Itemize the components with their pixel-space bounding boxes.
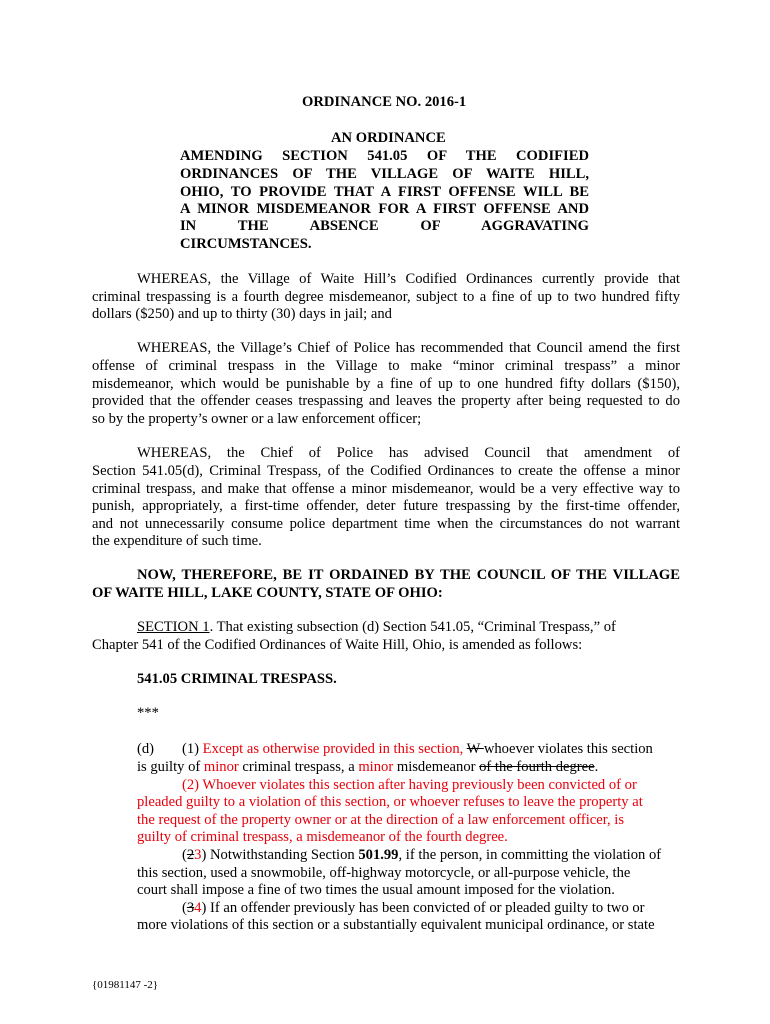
ordinance-title: ORDINANCE NO. 2016-1 bbox=[302, 94, 467, 110]
deleted-text: 2 bbox=[186, 847, 195, 863]
subtitle-line-7: CIRCUMSTANCES. bbox=[180, 236, 312, 252]
inserted-text: Except as otherwise provided in this section, bbox=[199, 741, 467, 757]
section-541-heading: 541.05 CRIMINAL TRESPASS. bbox=[137, 671, 337, 687]
section-1-line-2: Chapter 541 of the Codified Ordinances of Waite Hill, Ohio, is amended as follows: bbox=[92, 637, 583, 653]
ordain-line-2: OF WAITE HILL, LAKE COUNTY, STATE OF OHIO: bbox=[92, 585, 443, 601]
ordain-line-1: NOW, THEREFORE, BE IT ORDAINED BY THE COUNCIL OF THE VILLAGE bbox=[137, 567, 680, 583]
d-4-line-2: more violations of this section or a substantially equivalent municipal ordinance, or state bbox=[137, 917, 655, 933]
whereas-1-line-1: WHEREAS, the Village of Waite Hill’s Codified Ordinances currently provide that bbox=[137, 271, 680, 287]
inserted-text: 3 bbox=[194, 847, 202, 863]
whereas-1-line-3: dollars ($250) and up to thirty (30) days in jail; and bbox=[92, 306, 392, 322]
d-3-line-3: court shall impose a fine of two times the usual amount imposed for the violation. bbox=[137, 882, 615, 898]
d-2-line-4: guilty of criminal trespass, a misdemeanor of the fourth degree. bbox=[137, 829, 508, 845]
section-1-line-1: SECTION 1. That existing subsection (d) Section 541.05, “Criminal Trespass,” of bbox=[137, 619, 616, 635]
d-4-line-1: (34) If an offender previously has been convicted of or pleaded guilty to two or bbox=[182, 900, 645, 916]
inserted-text: minor bbox=[358, 759, 394, 775]
d-3-line-2: this section, used a snowmobile, off-highway motorcycle, or all-purpose vehicle, the bbox=[137, 865, 631, 881]
whereas-3-line-3: criminal trespass, and make that offense a minor misdemeanor, would be a very effective way to bbox=[92, 481, 680, 497]
d-2-line-1: (2) Whoever violates this section after having previously been convicted of or bbox=[182, 777, 637, 793]
deleted-text: of the fourth degree bbox=[479, 759, 595, 775]
whereas-2-line-2: offense of criminal trespass in the Village to make “minor criminal trespass” a minor bbox=[92, 358, 680, 374]
subtitle-line-1: AN ORDINANCE bbox=[331, 130, 446, 146]
whereas-3-line-6: the expenditure of such time. bbox=[92, 533, 262, 549]
subtitle-line-2: AMENDING SECTION 541.05 OF THE CODIFIED bbox=[180, 148, 589, 164]
subtitle-line-4: OHIO, TO PROVIDE THAT A FIRST OFFENSE WILL BE bbox=[180, 184, 589, 200]
deleted-text: W bbox=[466, 741, 484, 757]
whereas-2-line-1: WHEREAS, the Village’s Chief of Police has recommended that Council amend the first bbox=[137, 340, 680, 356]
whereas-3-line-1: WHEREAS, the Chief of Police has advised Council that amendment of bbox=[137, 445, 680, 461]
whereas-2-line-4: provided that the offender ceases trespassing and leaves the property after being requested to do bbox=[92, 393, 680, 409]
d-1-line-1: (1) Except as otherwise provided in this section, W whoever violates this section bbox=[182, 741, 653, 757]
whereas-2-line-5: so by the property’s owner or a law enforcement officer; bbox=[92, 411, 422, 427]
d-3-line-1: (23) Notwithstanding Section 501.99, if the person, in committing the violation of bbox=[182, 847, 662, 863]
subtitle-line-3: ORDINANCES OF THE VILLAGE OF WAITE HILL, bbox=[180, 166, 589, 182]
whereas-3-line-2: Section 541.05(d), Criminal Trespass, of the Codified Ordinances to create the offense a minor bbox=[92, 463, 680, 479]
subtitle-line-6: IN THE ABSENCE OF AGGRAVATING bbox=[180, 218, 589, 234]
whereas-2-line-3: misdemeanor, which would be punishable by a fine of up to one hundred fifty dollars ($150), bbox=[92, 376, 680, 392]
section-1-label: SECTION 1 bbox=[137, 619, 210, 635]
d-2-line-2: pleaded guilty to a violation of this section, or whoever refuses to leave the property at bbox=[137, 794, 643, 810]
whereas-3-line-4: punish, appropriately, a first-time offender, deter future trespassing by the first-time offender, bbox=[92, 498, 680, 514]
subtitle-line-5: A MINOR MISDEMEANOR FOR A FIRST OFFENSE AND bbox=[180, 201, 589, 217]
inserted-text: 4 bbox=[194, 900, 202, 916]
deleted-text: 3 bbox=[186, 900, 195, 916]
d-1-line-2: is guilty of minor criminal trespass, a minor misdemeanor of the fourth degree. bbox=[137, 759, 599, 775]
omission-asterisks: *** bbox=[137, 705, 159, 721]
document-id-footer: {01981147 -2} bbox=[92, 979, 159, 991]
whereas-1-line-2: criminal trespassing is a fourth degree misdemeanor, subject to a fine of up to two hundred fifty bbox=[92, 289, 680, 305]
inserted-text: minor bbox=[203, 759, 239, 775]
subsection-d-label: (d) bbox=[137, 741, 155, 757]
d-2-line-3: the request of the property owner or at the direction of a law enforcement officer, is bbox=[137, 812, 625, 828]
whereas-3-line-5: and not unnecessarily consume police department time when the circumstances do not warrant bbox=[92, 516, 680, 532]
